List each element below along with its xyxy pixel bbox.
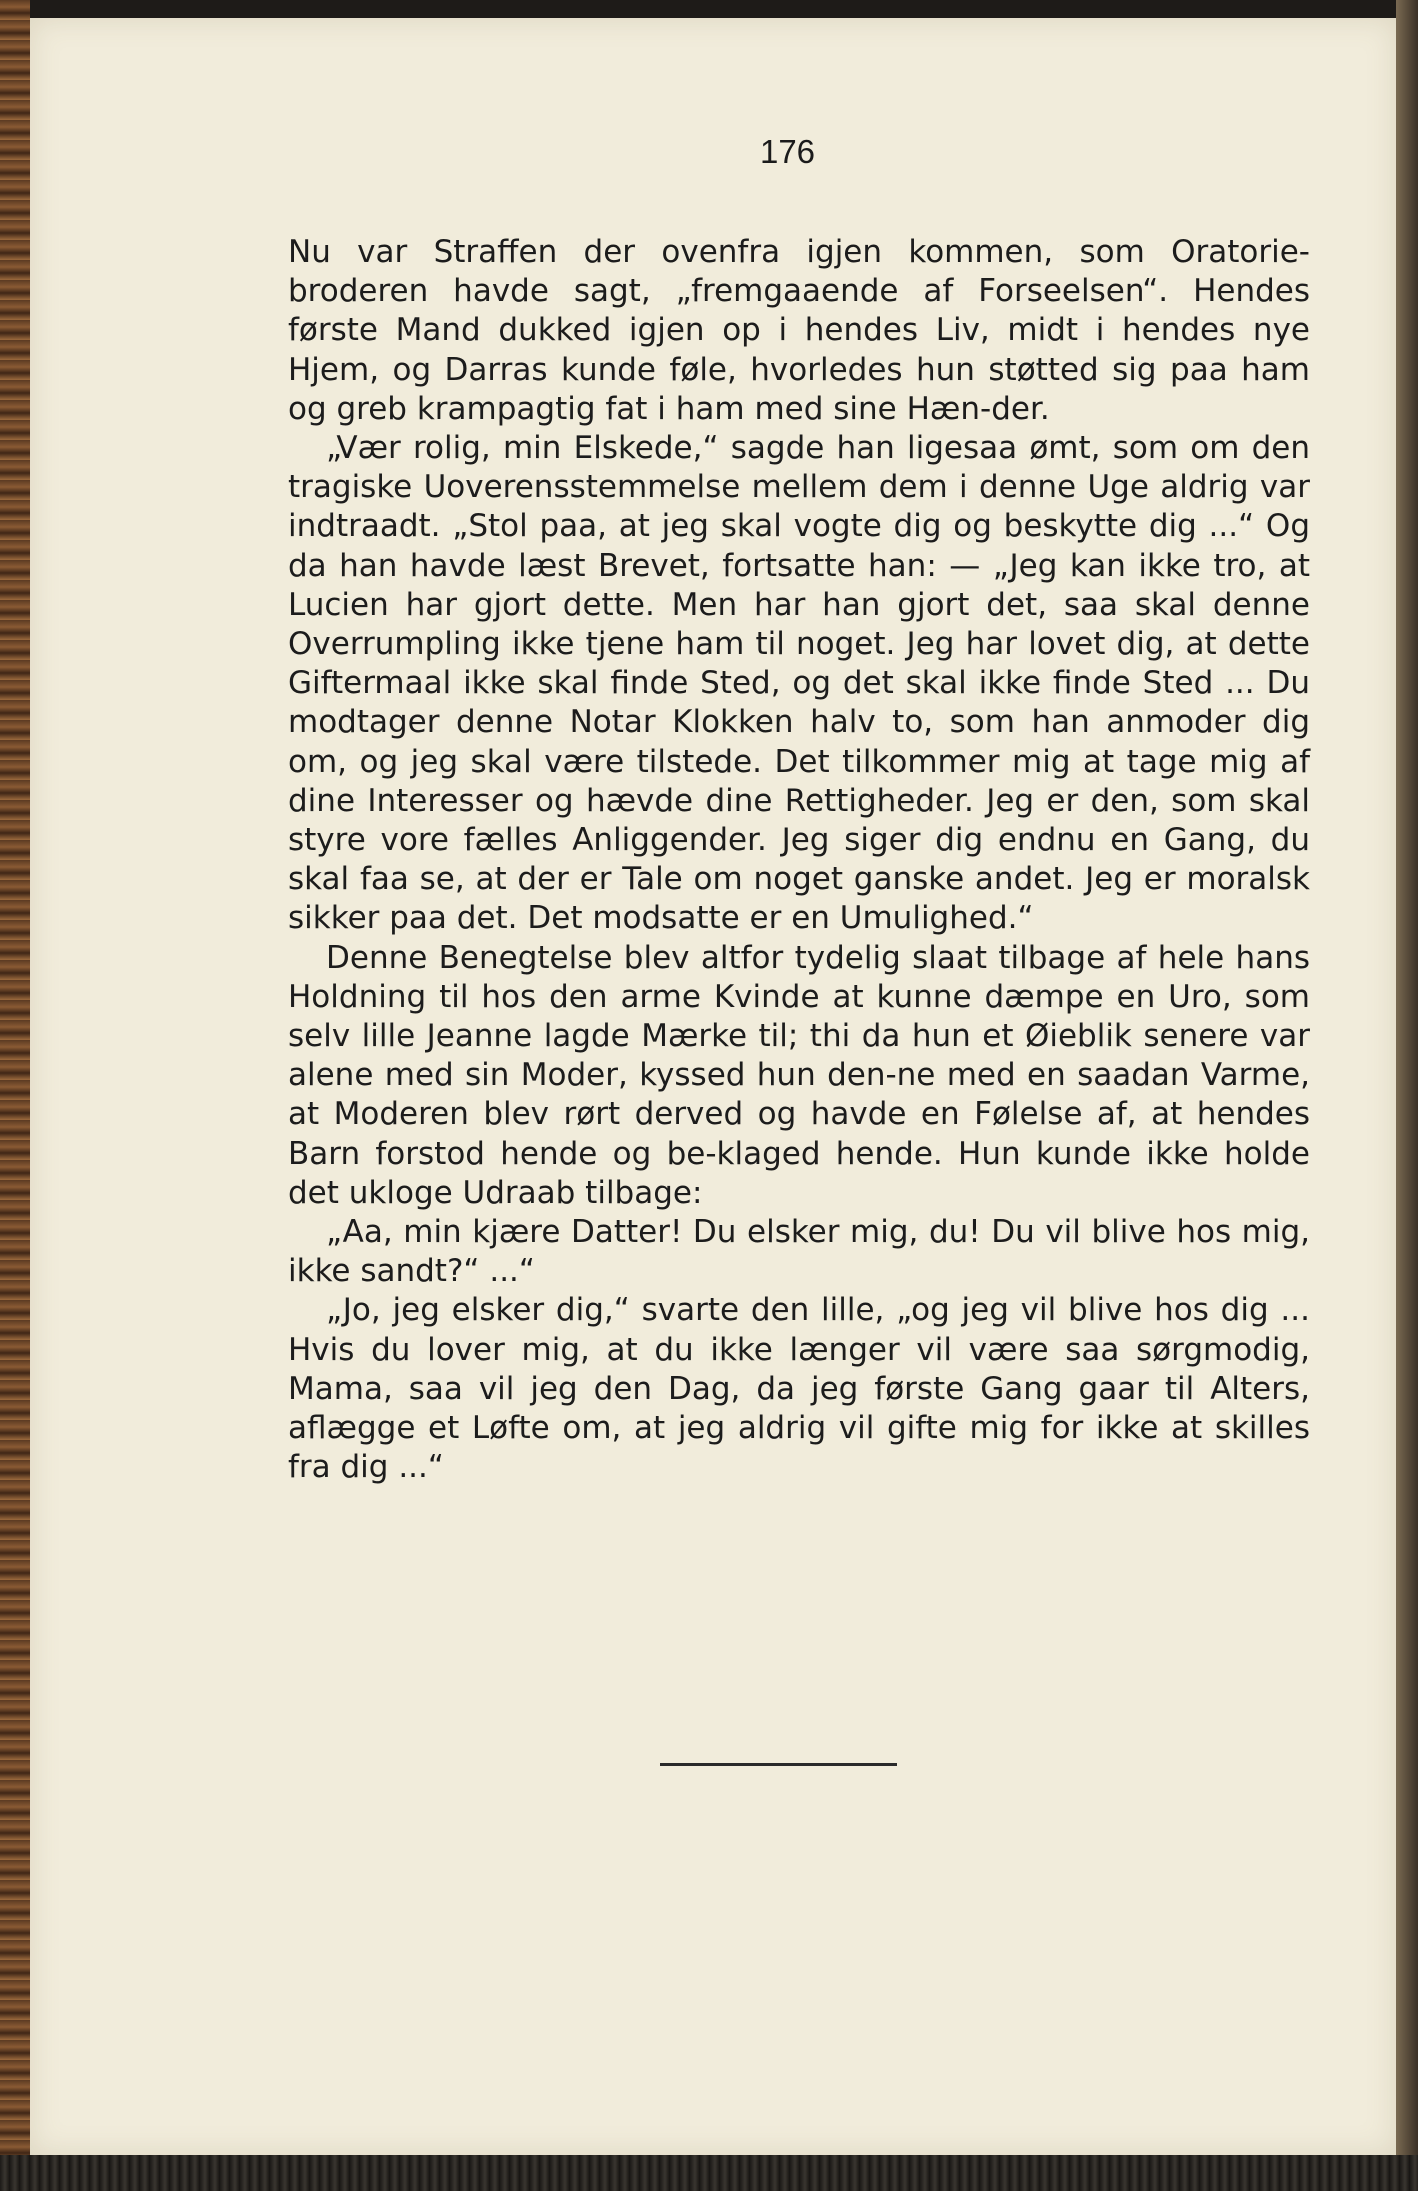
paragraph: Nu var Straffen der ovenfra igjen kommen, som Oratorie-broderen havde sagt, „fremgaaende af Forseelsen“. Hendes første Mand dukked igjen op i hendes Liv, midt i hendes nye Hjem, og Darras kunde føle, hvorledes hun støtted sig paa ham og greb krampagtig fat i ham med sine Hæn-der. bbox=[288, 234, 1310, 427]
chapter-end-rule bbox=[660, 1763, 897, 1766]
book-top-edge bbox=[0, 0, 1418, 18]
body-text bbox=[288, 233, 1310, 1488]
book-right-edge bbox=[1396, 0, 1418, 2191]
paragraph: „Aa, min kjære Datter! Du elsker mig, du! Du vil blive hos mig, ikke sandt?“ ...“ bbox=[288, 1214, 1310, 1290]
paragraph: „Jo, jeg elsker dig,“ svarte den lille, „og jeg vil blive hos dig ... Hvis du lover mig, at du ikke længer vil være saa sørgmodig, Mama, saa vil jeg den Dag, da jeg første Gang gaar til Alters, aflægge et Løfte om, at jeg aldrig vil gifte mig for ikke at skilles fra dig ...“ bbox=[288, 1292, 1310, 1486]
page-number: 176 bbox=[759, 133, 816, 170]
book-spine-edge bbox=[0, 0, 30, 2191]
book-bottom-edge bbox=[0, 2155, 1418, 2191]
paragraph: „Vær rolig, min Elskede,“ sagde han ligesaa ømt, som om den tragiske Uoverensstemmelse mellem dem i denne Uge aldrig var indtraadt. „Stol paa, at jeg skal vogte dig og beskytte dig ...“ Og da han havde læst Brevet, fortsatte han: — „Jeg kan ikke tro, at Lucien har gjort dette. Men har han gjort det, saa skal denne Overrumpling ikke tjene ham til noget. Jeg har lovet dig, at dette Giftermaal ikke skal finde Sted, og det skal ikke finde Sted ... Du modtager denne Notar Klokken halv to, som han anmoder dig om, og jeg skal være tilstede. Det tilkommer mig at tage mig af dine Interesser og hævde dine Rettigheder. Jeg er den, som skal styre vore fælles Anliggender. Jeg siger dig endnu en Gang, du skal faa se, at der er Tale om noget ganske andet. Jeg er moralsk sikker paa det. Det modsatte er en Umulighed.“ bbox=[288, 430, 1310, 937]
paragraph: Denne Benegtelse blev altfor tydelig slaat tilbage af hele hans Holdning til hos den arme Kvinde at kunne dæmpe en Uro, som selv lille Jeanne lagde Mærke til; thi da hun et Øieblik senere var alene med sin Moder, kyssed hun den-ne med en saadan Varme, at Moderen blev rørt derved og havde en Følelse af, at hendes Barn forstod hende og be-klaged hende. Hun kunde ikke holde det ukloge Udraab tilbage: bbox=[288, 939, 1310, 1211]
